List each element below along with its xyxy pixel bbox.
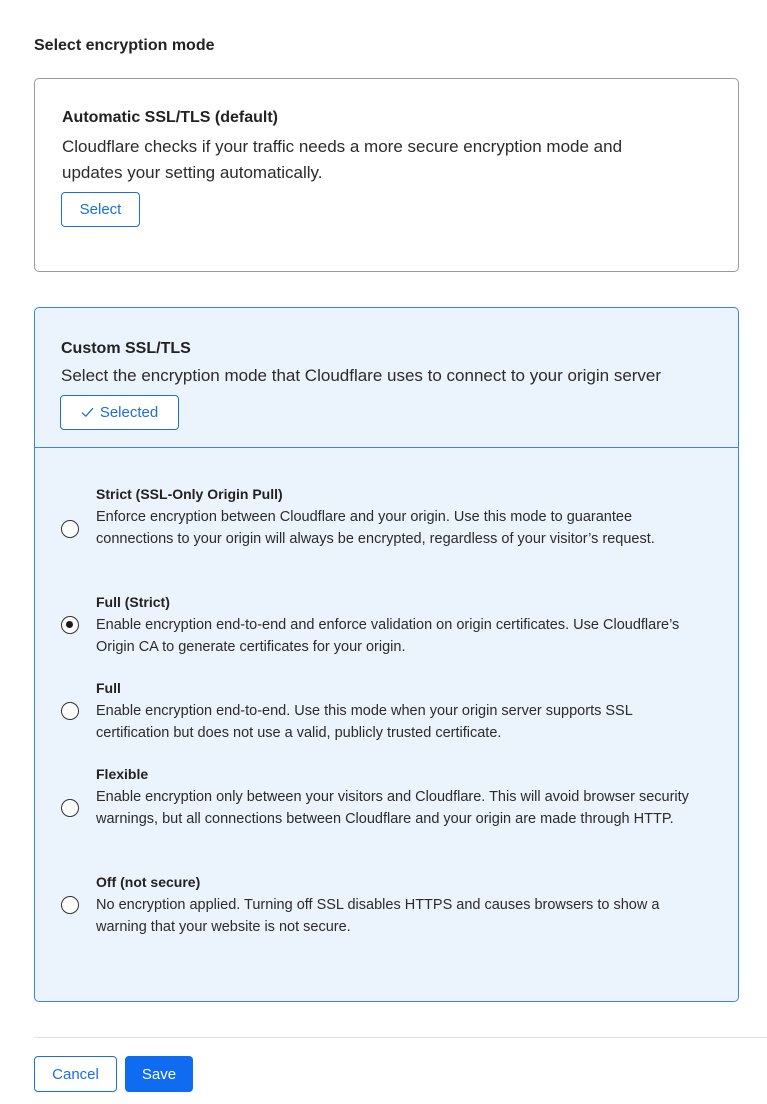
option-description: No encryption applied. Turning off SSL disables HTTPS and causes browsers to show a warning that your website is not secure. bbox=[96, 897, 660, 935]
checkmark-icon bbox=[81, 406, 94, 419]
card-divider bbox=[35, 447, 738, 448]
custom-ssl-card bbox=[34, 307, 739, 1002]
radio-off[interactable] bbox=[61, 896, 79, 914]
footer-divider bbox=[34, 1037, 767, 1038]
custom-ssl-description: Select the encryption mode that Cloudflare uses to connect to your origin server bbox=[61, 366, 662, 385]
radio-flexible[interactable] bbox=[61, 799, 79, 817]
cancel-button[interactable]: Cancel bbox=[34, 1056, 117, 1092]
section-title: Select encryption mode bbox=[34, 37, 215, 54]
radio-strict-ssl-only[interactable] bbox=[61, 520, 79, 538]
option-description: Enable encryption end-to-end and enforce validation on origin certificates. Use Cloudflare’s Origin CA to generate certificates for your origin. bbox=[96, 617, 680, 655]
option-title: Off (not secure) bbox=[96, 874, 201, 890]
radio-full[interactable] bbox=[61, 702, 79, 720]
option-title: Strict (SSL-Only Origin Pull) bbox=[96, 486, 283, 502]
option-title: Flexible bbox=[96, 766, 149, 782]
option-description: Enable encryption only between your visitors and Cloudflare. This will avoid browser security warnings, but all connections between Cloudflare and your origin are made through HTTP. bbox=[96, 789, 689, 827]
option-description: Enable encryption end-to-end. Use this mode when your origin server supports SSL certification but does not use a valid, publicly trusted certificate. bbox=[96, 703, 633, 741]
selected-custom-button[interactable] bbox=[60, 395, 179, 430]
select-automatic-button[interactable]: Select bbox=[61, 192, 140, 227]
automatic-ssl-title: Automatic SSL/TLS (default) bbox=[62, 109, 278, 126]
automatic-ssl-description: Cloudflare checks if your traffic needs a more secure encryption mode and updates your setting automatically. bbox=[62, 137, 623, 182]
save-button[interactable]: Save bbox=[125, 1056, 193, 1092]
radio-full-strict[interactable] bbox=[61, 616, 79, 634]
automatic-ssl-card bbox=[34, 78, 739, 272]
option-title: Full bbox=[96, 680, 121, 696]
selected-button-label: Selected bbox=[99, 404, 159, 421]
option-description: Enforce encryption between Cloudflare and your origin. Use this mode to guarantee connections to your origin will always be encrypted, regardless of your visitor’s request. bbox=[96, 509, 655, 547]
custom-ssl-title: Custom SSL/TLS bbox=[61, 340, 191, 357]
option-title: Full (Strict) bbox=[96, 594, 170, 610]
